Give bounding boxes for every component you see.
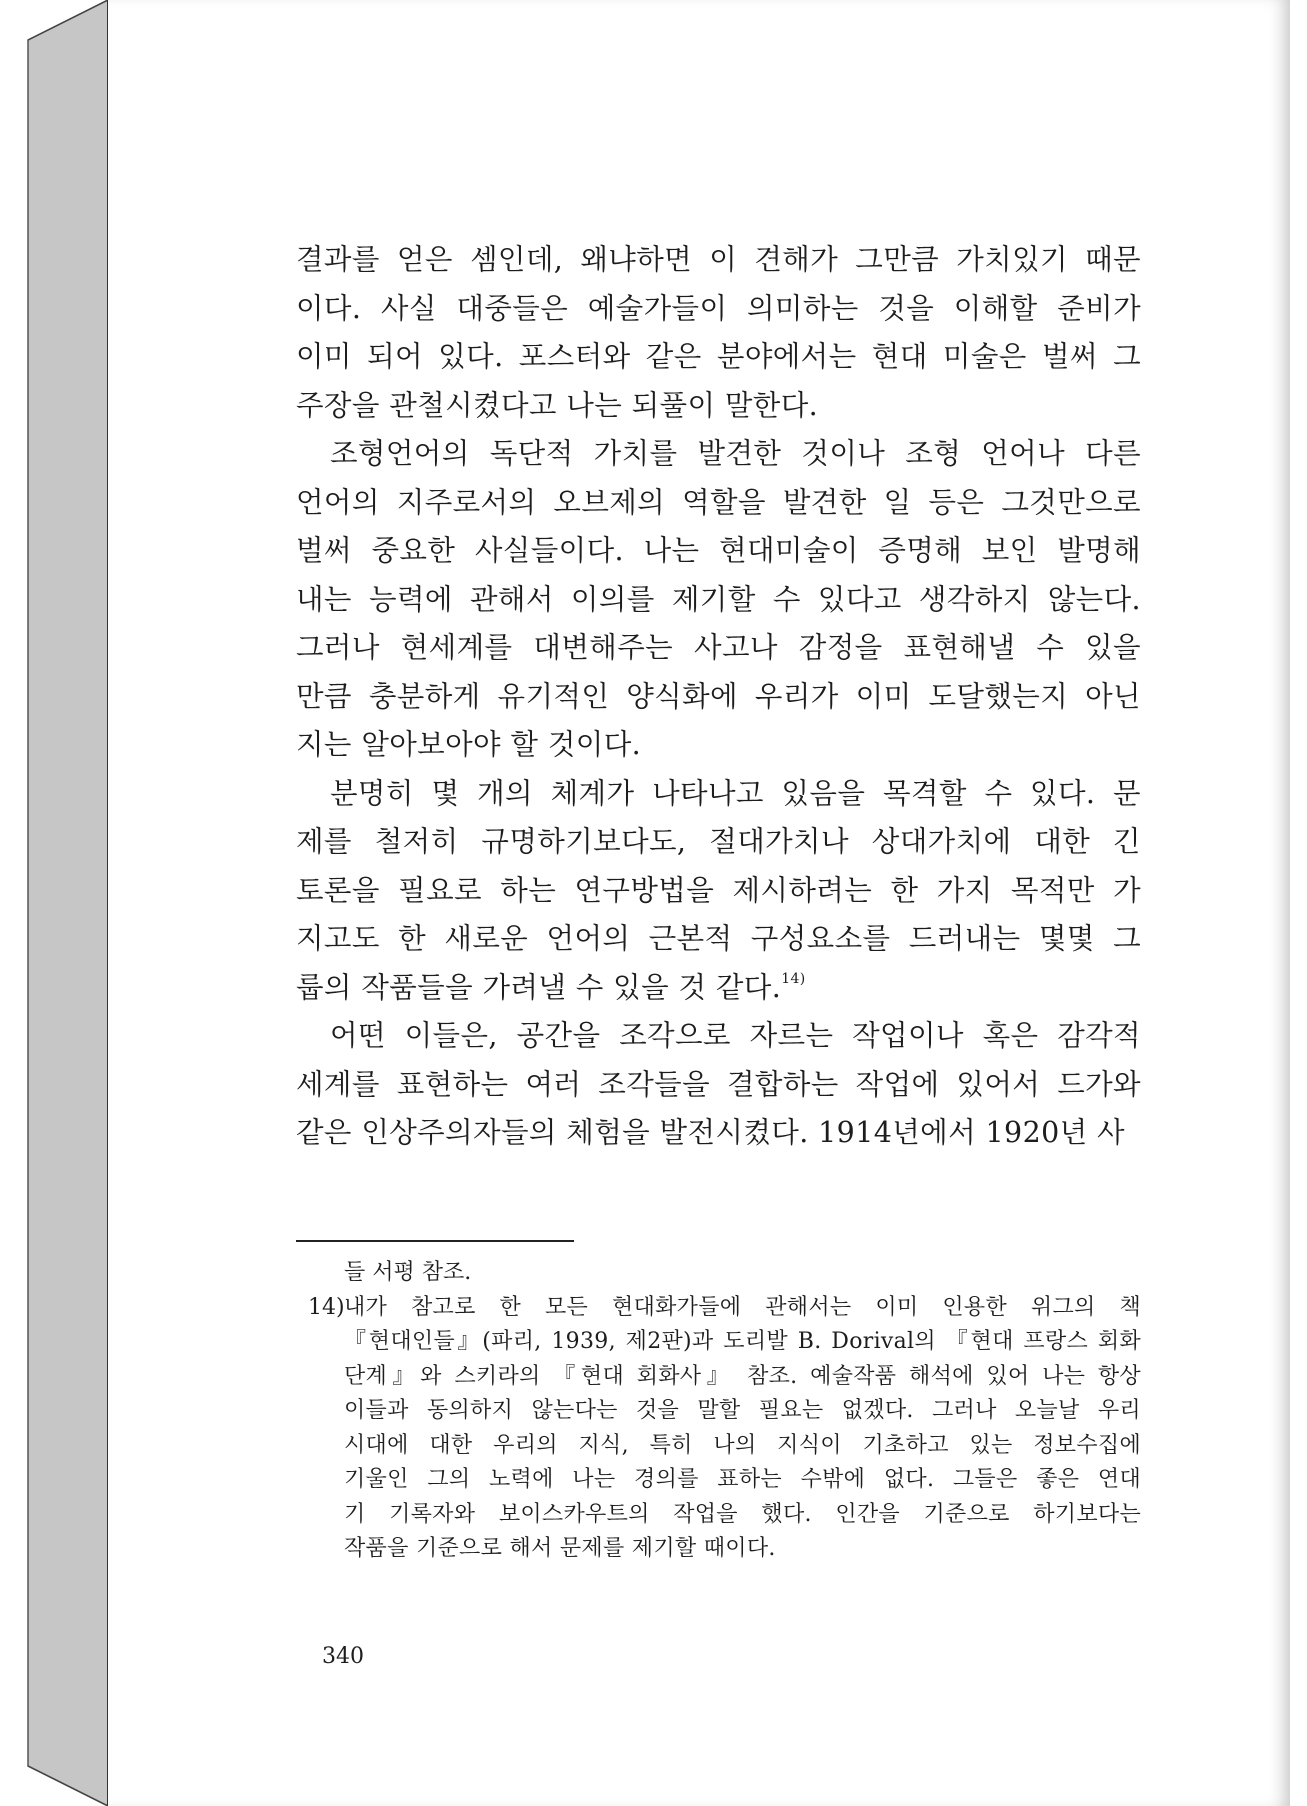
body-line [296,915,1141,964]
body-line [296,382,1141,431]
footnote-line: 작품을 기준으로 해서 문제를 제기할 때이다. [344,1536,776,1561]
footnote-line: 내가 참고로 한 모든 현대화가들에 관해서는 이미 인용한 위그의 책 [344,1294,1141,1320]
body-line [296,1109,1141,1158]
body-line-text: 세계를 표현하는 여러 조각들을 결합하는 작업에 있어서 드가와 [296,1067,1141,1101]
body-line-text: 같은 인상주의자들의 체험을 발전시켰다. 1914년에서 1920년 사 [296,1116,1125,1149]
body-line-text: 주장을 관철시켰다고 나는 되풀이 말한다. [296,388,819,422]
body-line-text: 지고도 한 새로운 언어의 근본적 구성요소를 드러내는 몇몇 그 [296,922,1141,955]
body-line [296,479,1141,528]
body-line [296,624,1141,673]
footnote-label: 14) [308,1294,345,1320]
body-line [296,770,1141,819]
body-line [296,964,1141,1013]
footnote-line: 시대에 대한 우리의 지식, 특히 나의 지식이 기초하고 있는 정보수집에 [344,1432,1141,1458]
footnote-line: 기 기록자와 보이스카우트의 작업을 했다. 인간을 기준으로 하기보다는 [344,1501,1141,1527]
footnote-list [296,1291,1141,1567]
footnote-continuation: 들 서평 참조. [344,1260,472,1285]
footnote-line: 이들과 동의하지 않는다는 것을 말할 필요는 없겠다. 그러나 오늘날 우리 [344,1398,1141,1423]
body-line-text: 토론을 필요로 하는 연구방법을 제시하려는 한 가지 목적만 가 [296,873,1141,907]
footnote-line: 『현대인들』(파리, 1939, 제2판)과 도리발 B. Dorival의 『현대 프랑스 회화 [344,1329,1141,1354]
body-line-text: 벌써 중요한 사실들이다. 나는 현대미술이 증명해 보인 발명해 [296,534,1141,567]
body-line-text: 언어의 지주로서의 오브제의 역할을 발견한 일 등은 그것만으로 [296,485,1141,519]
body-line [296,333,1141,382]
footnote-line: 기울인 그의 노력에 나는 경의를 표하는 수밖에 없다. 그들은 좋은 연대 [344,1467,1141,1492]
body-line [296,576,1141,625]
body-line [296,430,1141,479]
body-line [296,818,1141,867]
body-line-text: 조형언어의 독단적 가치를 발견한 것이나 조형 언어나 다른 [330,437,1141,470]
body-text [296,236,1141,1158]
body-line [296,673,1141,722]
page-number: 340 [322,1644,364,1669]
body-line-text: 내는 능력에 관해서 이의를 제기할 수 있다고 생각하지 않는다. [296,582,1141,616]
body-line [296,285,1141,334]
body-line-text: 제를 철저히 규명하기보다도, 절대가치나 상대가치에 대한 긴 [296,825,1141,858]
body-line-text: 이다. 사실 대중들은 예술가들이 의미하는 것을 이해할 준비가 [296,291,1141,325]
body-line-text: 분명히 몇 개의 체계가 나타나고 있음을 목격할 수 있다. 문 [330,776,1141,810]
body-line-text: 만큼 충분하게 유기적인 양식화에 우리가 이미 도달했는지 아닌 [296,679,1141,713]
footnotes [296,1256,1141,1567]
body-line-text: 어떤 이들은, 공간을 조각으로 자르는 작업이나 혹은 감각적 [330,1019,1141,1052]
body-line-text: 지는 알아보아야 할 것이다. [296,728,642,761]
body-line [296,721,1141,770]
footnote-line: 단계』와 스키라의 『현대 회화사』 참조. 예술작품 해석에 있어 나는 항상 [344,1363,1141,1389]
body-line-text: 결과를 얻은 셈인데, 왜냐하면 이 견해가 그만큼 가치있기 때문 [296,243,1141,276]
body-line-text: 그러나 현세계를 대변해주는 사고나 감정을 표현해낼 수 있을 [296,631,1141,664]
body-line [296,1012,1141,1061]
footnote-divider [296,1240,574,1242]
body-line-text: 이미 되어 있다. 포스터와 같은 분야에서는 현대 미술은 벌써 그 [296,340,1141,373]
body-line [296,527,1141,576]
footnote-reference[interactable]: 14) [781,970,806,987]
body-line [296,236,1141,285]
footnote-item [296,1291,1141,1567]
body-line-text: 룹의 작품들을 가려낼 수 있을 것 같다. [296,970,782,1004]
body-line [296,1061,1141,1110]
body-line [296,867,1141,916]
